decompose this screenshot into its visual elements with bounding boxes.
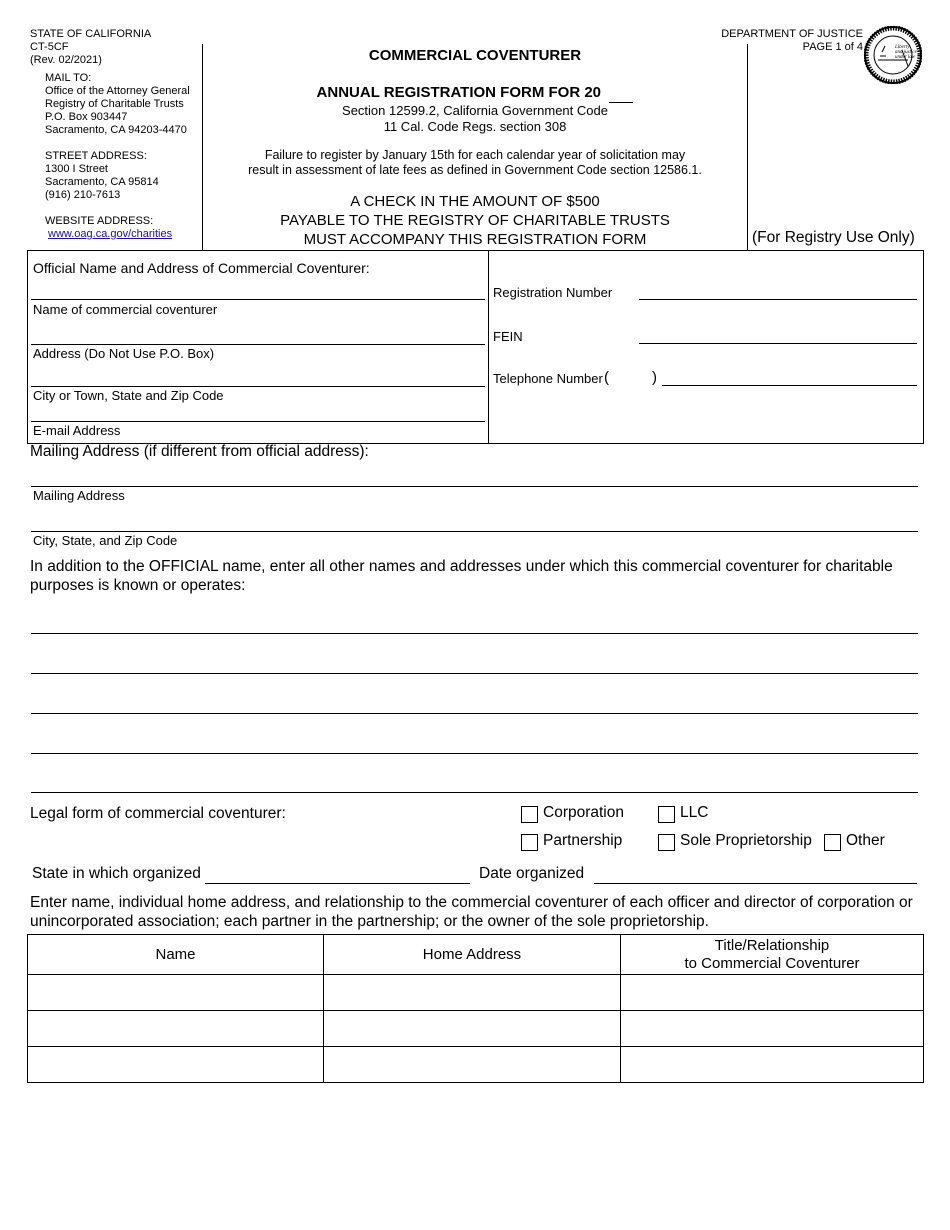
website-link[interactable]: www.oag.ca.gov/charities xyxy=(48,228,173,240)
llc-checkbox[interactable] xyxy=(658,806,675,823)
partnership-checkbox[interactable] xyxy=(521,834,538,851)
svg-text:and justice: and justice xyxy=(895,50,917,55)
street-line: (916) 210-7613 xyxy=(45,189,121,201)
svg-text:under law: under law xyxy=(895,55,916,60)
check-line-1: A CHECK IN THE AMOUNT OF $500 xyxy=(350,193,600,210)
regs-text: 11 Cal. Code Regs. section 308 xyxy=(383,119,567,134)
col-title-line-1: Title/Relationship xyxy=(714,936,830,954)
header-left xyxy=(30,28,151,67)
page-number: PAGE 1 of 4 xyxy=(802,41,863,53)
mail-to-label: MAIL TO: xyxy=(45,72,92,84)
officers-table xyxy=(27,934,924,1083)
other-names-line-3[interactable] xyxy=(31,713,918,714)
website-label: WEBSITE ADDRESS: xyxy=(45,215,154,227)
mailing-city-label: City, State, and Zip Code xyxy=(33,533,178,548)
header-divider-right xyxy=(747,44,748,250)
doj-seal-icon xyxy=(864,26,922,84)
official-heading: Official Name and Address of Commercial Coventurer: xyxy=(33,260,370,276)
mailing-address-label: Mailing Address xyxy=(33,488,125,503)
email-input[interactable] xyxy=(31,421,485,422)
officer-name-cell[interactable] xyxy=(28,1047,324,1083)
phone-paren-open: ( xyxy=(604,369,609,386)
city-input[interactable] xyxy=(31,386,485,387)
address-input[interactable] xyxy=(31,344,485,345)
table-header-row xyxy=(28,935,924,975)
sole-proprietorship-checkbox[interactable] xyxy=(658,834,675,851)
partnership-label: Partnership xyxy=(543,832,623,849)
dept-label: DEPARTMENT OF JUSTICE xyxy=(721,28,863,40)
state-organized-input[interactable] xyxy=(205,883,470,884)
other-label: Other xyxy=(846,832,885,849)
warning-line-1: Failure to register by January 15th for each calendar year of solicitation may xyxy=(264,148,686,162)
other-names-line-4[interactable] xyxy=(31,753,918,754)
form-id: CT-5CF xyxy=(30,41,69,53)
other-names-line-5[interactable] xyxy=(31,792,918,793)
form-title: COMMERCIAL COVENTURER xyxy=(368,47,582,64)
mail-line: Registry of Charitable Trusts xyxy=(45,98,184,110)
mailing-address-input[interactable] xyxy=(31,486,918,487)
officer-name-cell[interactable] xyxy=(28,1011,324,1047)
email-label: E-mail Address xyxy=(33,423,121,438)
form-revision: (Rev. 02/2021) xyxy=(30,54,102,66)
sole-proprietorship-label: Sole Proprietorship xyxy=(680,832,812,849)
warning-line-2: result in assessment of late fees as defined in Government Code section 12586.1. xyxy=(248,163,702,177)
other-names-line-1[interactable] xyxy=(31,633,918,634)
table-row xyxy=(28,975,924,1011)
street-address-block xyxy=(45,150,159,202)
svg-text:Liberty: Liberty xyxy=(895,45,910,50)
date-organized-input[interactable] xyxy=(594,883,917,884)
phone-paren-close: ) xyxy=(652,369,657,386)
col-address-header: Home Address xyxy=(324,935,621,975)
phone-label: Telephone Number xyxy=(493,371,603,386)
date-organized-label: Date organized xyxy=(479,865,585,882)
fein-input[interactable] xyxy=(639,343,917,344)
officer-title-cell[interactable] xyxy=(621,975,924,1011)
officer-address-cell[interactable] xyxy=(324,975,621,1011)
table-row xyxy=(28,1011,924,1047)
officer-address-cell[interactable] xyxy=(324,1011,621,1047)
check-line-3: MUST ACCOMPANY THIS REGISTRATION FORM xyxy=(303,231,647,248)
reg-number-label: Registration Number xyxy=(493,285,613,300)
street-line: Sacramento, CA 95814 xyxy=(45,176,159,188)
section-text: Section 12599.2, California Government Code xyxy=(342,103,608,118)
mail-line: Sacramento, CA 94203-4470 xyxy=(45,124,187,136)
reg-number-input[interactable] xyxy=(639,299,917,300)
mail-line: P.O. Box 903447 xyxy=(45,111,128,123)
table-row xyxy=(28,1047,924,1083)
other-names-instructions: In addition to the OFFICIAL name, enter all other names and addresses under which this commercial coventurer for charitable purposes is known or operates: xyxy=(30,558,893,594)
check-notice xyxy=(203,192,747,249)
llc-label: LLC xyxy=(680,804,709,821)
state-label: STATE OF CALIFORNIA xyxy=(30,28,152,40)
form-subtitle: ANNUAL REGISTRATION FORM FOR 20 xyxy=(316,84,601,101)
subtitle-row xyxy=(203,84,747,103)
col-title-line-2: to Commercial Coventurer xyxy=(684,954,860,972)
fein-label: FEIN xyxy=(493,329,523,344)
mail-to-block xyxy=(45,72,190,137)
corporation-checkbox[interactable] xyxy=(521,806,538,823)
col-title-header xyxy=(621,935,924,975)
header-right xyxy=(721,28,863,54)
year-input[interactable] xyxy=(609,84,633,103)
officer-name-cell[interactable] xyxy=(28,975,324,1011)
street-line: 1300 I Street xyxy=(45,163,108,175)
check-line-2: PAYABLE TO THE REGISTRY OF CHARITABLE TRUSTS xyxy=(280,212,670,229)
name-label: Name of commercial coventurer xyxy=(33,302,218,317)
street-label: STREET ADDRESS: xyxy=(45,150,147,162)
other-names-line-2[interactable] xyxy=(31,673,918,674)
mail-line: Office of the Attorney General xyxy=(45,85,190,97)
city-label: City or Town, State and Zip Code xyxy=(33,388,224,403)
website-block xyxy=(45,215,172,241)
officer-address-cell[interactable] xyxy=(324,1047,621,1083)
officer-title-cell[interactable] xyxy=(621,1011,924,1047)
state-organized-label: State in which organized xyxy=(32,865,201,882)
mailing-heading: Mailing Address (if different from official address): xyxy=(30,443,369,460)
phone-input[interactable] xyxy=(662,385,917,386)
col-name-header: Name xyxy=(28,935,324,975)
official-box-divider xyxy=(488,250,489,443)
legal-form-label: Legal form of commercial coventurer: xyxy=(30,805,286,822)
registry-use-label: (For Registry Use Only) xyxy=(752,229,915,246)
corporation-label: Corporation xyxy=(543,804,624,821)
mailing-city-input[interactable] xyxy=(31,531,918,532)
other-checkbox[interactable] xyxy=(824,834,841,851)
officers-instructions: Enter name, individual home address, and relationship to the commercial coventurer of each officer and director of corporation or unincorporated association; each partner in the partnership; or the owner of the sole proprietorship. xyxy=(30,894,913,930)
address-label: Address (Do Not Use P.O. Box) xyxy=(33,346,215,361)
officer-title-cell[interactable] xyxy=(621,1047,924,1083)
late-fee-warning xyxy=(203,148,747,178)
name-input[interactable] xyxy=(31,299,485,300)
